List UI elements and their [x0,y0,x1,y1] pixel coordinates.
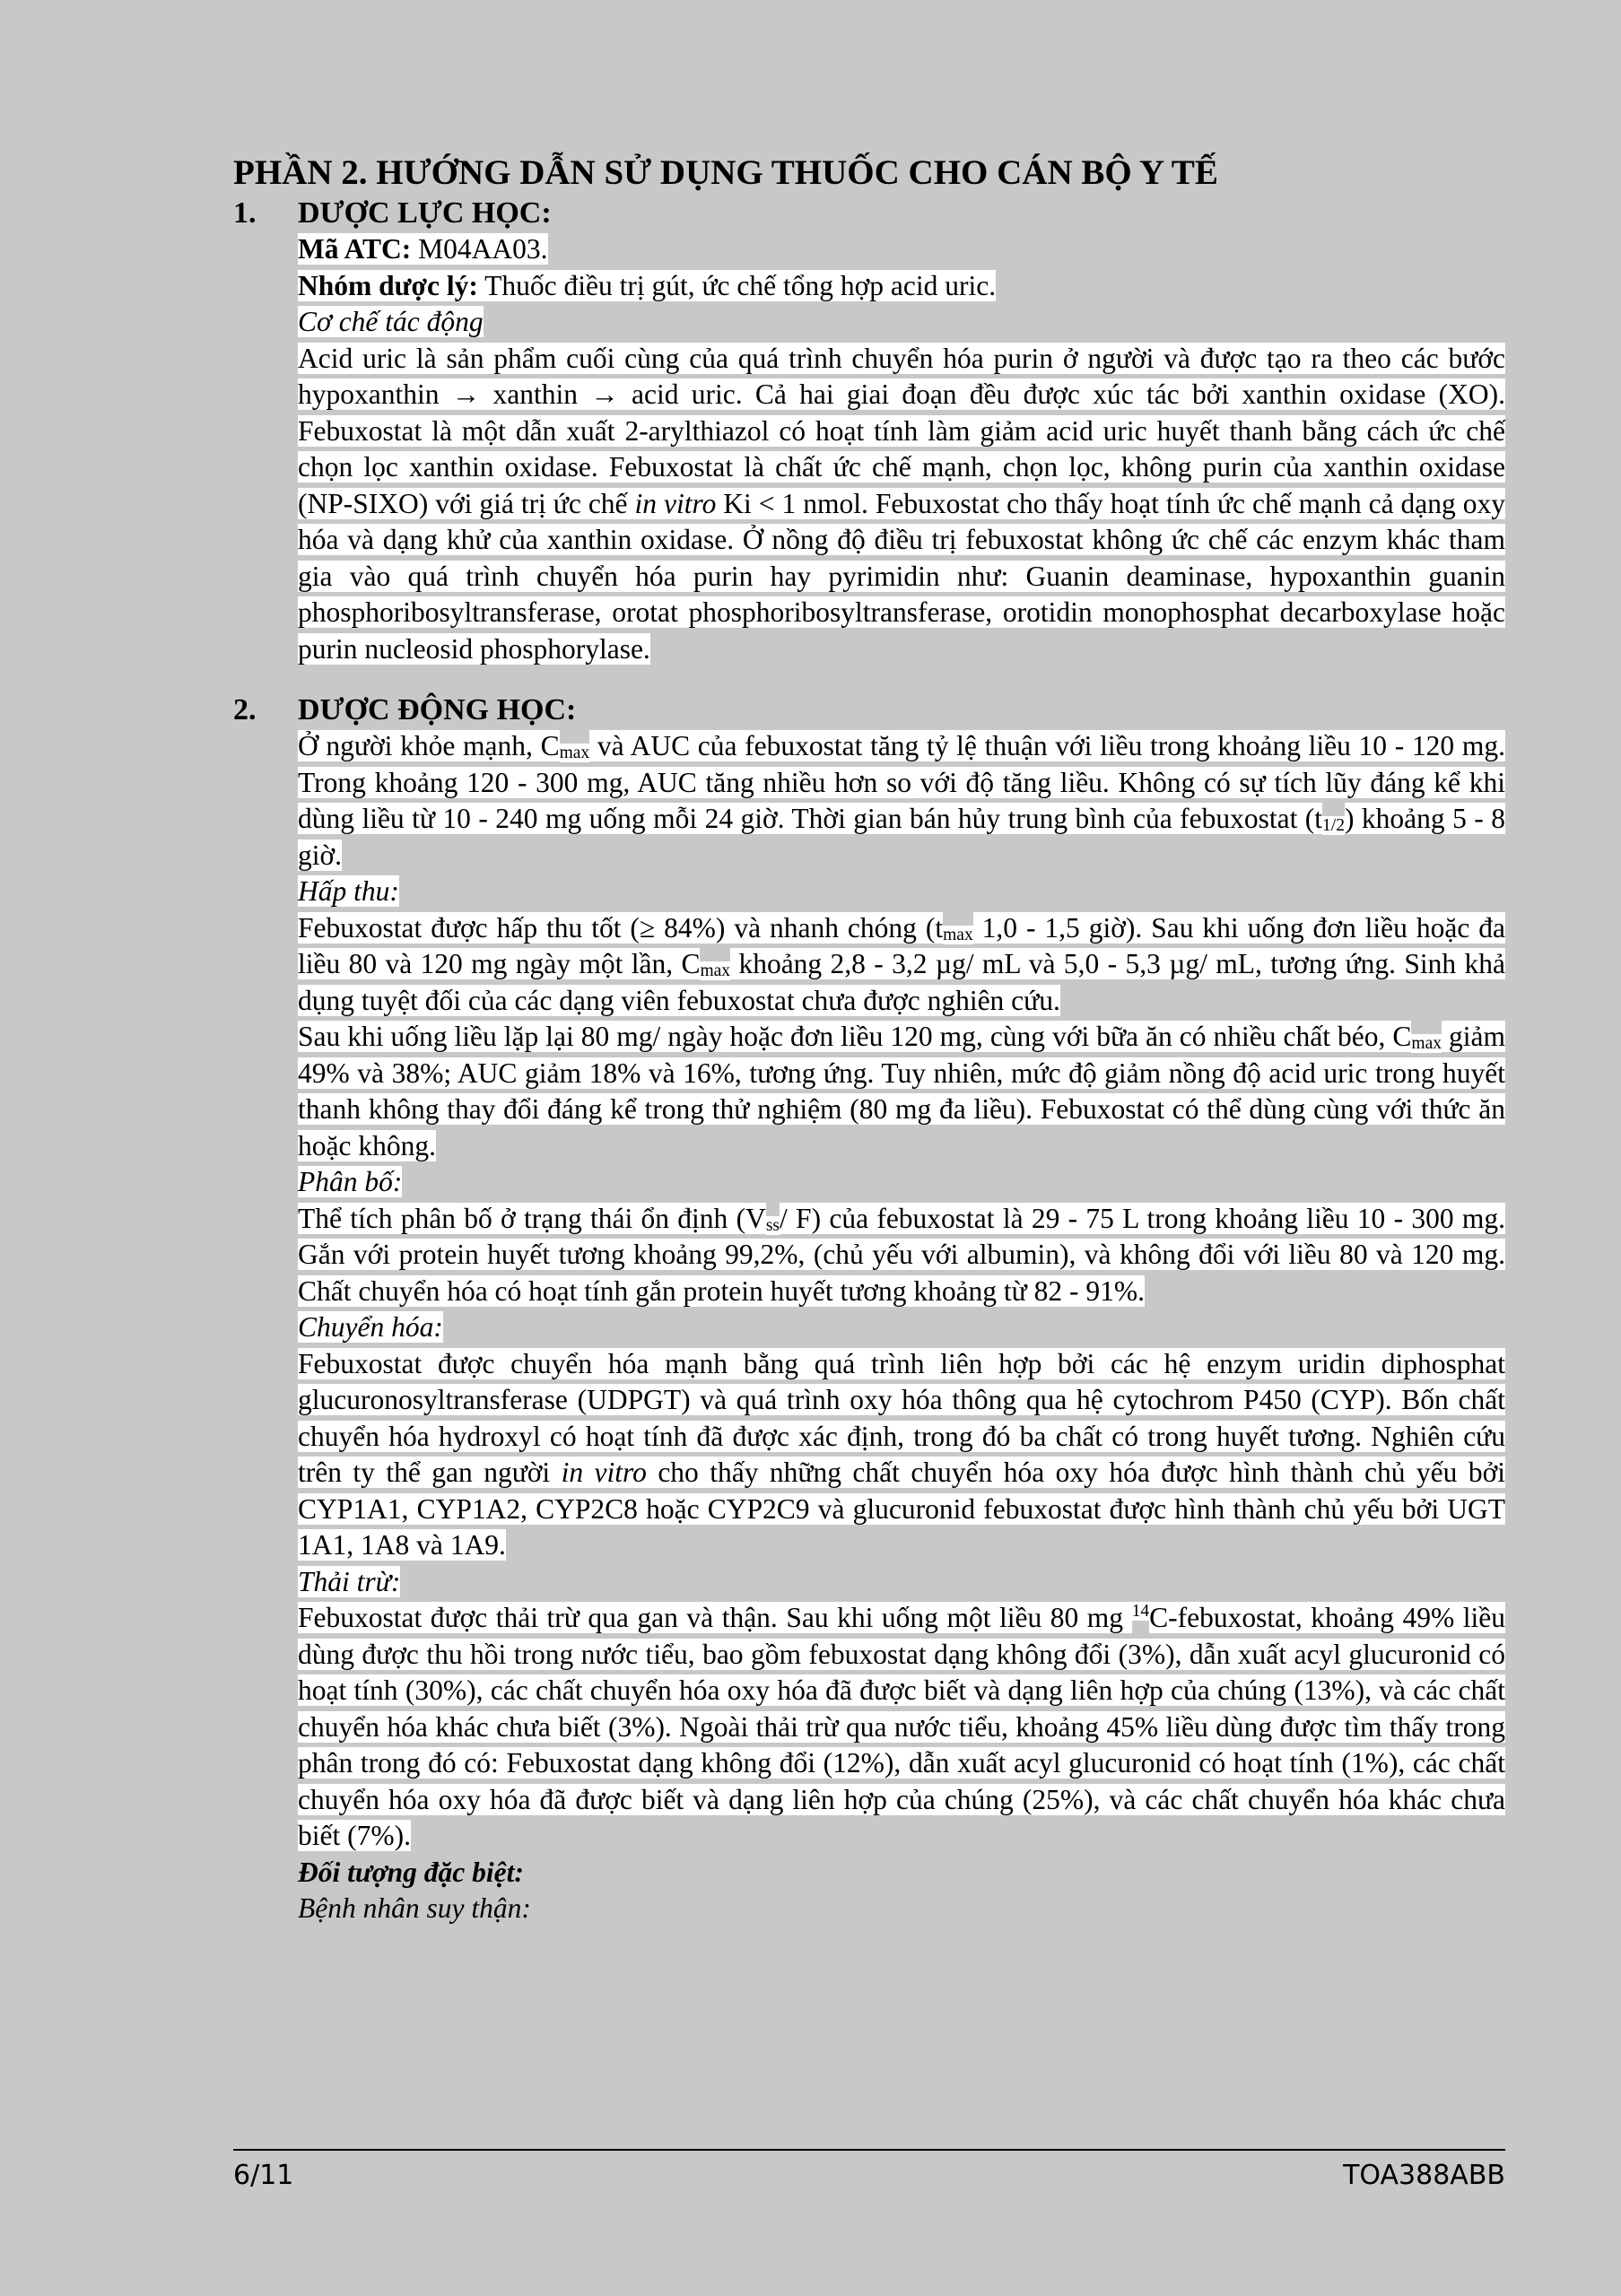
mechanism-heading: Cơ chế tác động [298,306,484,337]
absorption-heading: Hấp thu: [298,875,399,907]
footer-divider [233,2149,1505,2151]
section-2-title: DƯỢC ĐỘNG HỌC: [298,693,577,726]
section-2-body [298,728,1505,1927]
atc-line [298,231,1505,268]
pharmacokinetics-intro: Ở người khỏe mạnh, $C_{max}$ và AUC của febuxostat tăng tỷ lệ thuận với liều trong khoảng liều 10 - 120 mg. Trong khoảng 120 - 300 mg, AUC tăng nhiều hơn so với độ tăng liều. Không có sự tích lũy đáng kể khi dùng liều từ 10 - 240 mg uống mỗi 24 giờ. Thời gian bán hủy trung bình của febuxostat $(t_{1/2})$ khoảng 5 - 8 giờ. [298,730,1505,871]
pharmacologic-group-value: Thuốc điều trị gút, ức chế tổng hợp acid uric. [477,269,997,301]
mechanism-paragraph: Acid uric là sản phẩm cuối cùng của quá trình chuyển hóa purin ở người và được tạo ra theo các bước hypoxanthin → xanthin → acid uric. Cả hai giai đoạn đều được xúc tác bởi xanthin oxidase (XO). Febuxostat là một dẫn xuất 2-arylthiazol có hoạt tính làm giảm acid uric huyết thanh bằng cách ức chế chọn lọc xanthin oxidase. Febuxostat là chất ức chế mạnh, chọn lọc, không purin của xanthin oxidase (NP-SIXO) với giá trị ức chế in vitro Ki < 1 nmol. Febuxostat cho thấy hoạt tính ức chế mạnh cả dạng oxy hóa và dạng khử của xanthin oxidase. Ở nồng độ điều trị febuxostat không ức chế các enzym khác tham gia vào quá trình chuyển hóa purin hay pyrimidin như: Guanin deaminase, hypoxanthin guanin phosphoribosyltransferase, orotat phosphoribosyltransferase, orotidin monophosphat decarboxylase hoặc purin nucleosid phosphorylase. [298,342,1506,665]
absorption-paragraph-2: Sau khi uống liều lặp lại 80 mg/ ngày hoặc đơn liều 120 mg, cùng với bữa ăn có nhiều chất béo, $C_{max}$ giảm 49% và 38%; AUC giảm 18% và 16%, tương ứng. Tuy nhiên, mức độ giảm nồng độ acid uric trong huyết thanh không thay đổi đáng kể trong thử nghiệm (80 mg đa liều). Febuxostat có thể dùng cùng với thức ăn hoặc không. [298,1021,1505,1161]
atc-label: Mã ATC: [298,233,412,265]
section-1-heading [233,196,1505,231]
pharmacologic-group-label: Nhóm dược lý: [298,269,478,301]
metabolism-heading: Chuyển hóa: [298,1311,443,1343]
metabolism-paragraph: Febuxostat được chuyển hóa mạnh bằng quá trình liên hợp bởi các hệ enzym uridin diphosphat glucuronosyltransferase (UDPGT) và quá trình oxy hóa thông qua hệ cytochrom P450 (CYP). Bốn chất chuyển hóa hydroxyl có hoạt tính đã được xác định, trong đó ba chất có trong huyết tương. Nghiên cứu trên ty thể gan người in vitro cho thấy những chất chuyển hóa oxy hóa được hình thành chủ yếu bởi CYP1A1, CYP1A2, CYP2C8 hoặc CYP2C9 và glucuronid febuxostat được hình thành chủ yếu bởi UGT 1A1, 1A8 và 1A9. [298,1347,1505,1561]
absorption-paragraph-1: Febuxostat được hấp thu tốt (≥ 84%) và nhanh chóng ($t_{max}$ 1,0 - 1,5 giờ). Sau khi uống đơn liều hoặc đa liều 80 và 120 mg ngày một lần, $C_{max}$ khoảng 2,8 - 3,2 µg/ mL và 5,0 - 5,3 µg/ mL, tương ứng. Sinh khả dụng tuyệt đối của các dạng viên febuxostat chưa được nghiên cứu. [298,911,1505,1016]
atc-value: M04AA03. [411,233,548,265]
elimination-heading: Thải trừ: [298,1565,401,1597]
page-footer [233,2160,1505,2191]
page-number: 6/11 [233,2160,294,2191]
distribution-paragraph: Thể tích phân bố ở trạng thái ổn định ($V_{ss}/$ F) của febuxostat là 29 - 75 L trong khoảng liều 10 - 300 mg. Gắn với protein huyết tương khoảng 99,2%, (chủ yếu với albumin), và không đổi với liều 80 và 120 mg. Chất chuyển hóa có hoạt tính gắn protein huyết tương khoảng từ 82 - 91%. [298,1202,1506,1307]
section-1-number: 1. [233,196,257,230]
section-2-number: 2. [233,693,257,726]
page-title: PHẦN 2. HƯỚNG DẪN SỬ DỤNG THUỐC CHO CÁN BỘ Y TẾ [233,153,1218,192]
page-content [233,152,1505,1927]
section-1-title: DƯỢC LỰC HỌC: [298,196,552,230]
renal-impairment-heading: Bệnh nhân suy thận: [298,1892,531,1924]
section-1-body [298,231,1505,667]
document-code: TOA388ABB [1343,2160,1505,2191]
special-populations-heading: Đối tượng đặc biệt: [298,1856,524,1888]
section-2-heading [233,692,1505,728]
elimination-paragraph: Febuxostat được thải trừ qua gan và thận. Sau khi uống một liều 80 mg $^{14}$C-febuxostat, khoảng 49% liều dùng được thu hồi trong nước tiểu, bao gồm febuxostat dạng không đổi (3%), dẫn xuất acyl glucuronid có hoạt tính (30%), các chất chuyển hóa oxy hóa đã được biết và dạng liên hợp của chúng (13%), và các chất chuyển hóa khác chưa biết (3%). Ngoài thải trừ qua nước tiểu, khoảng 45% liều dùng được tìm thấy trong phân trong đó có: Febuxostat dạng không đổi (12%), dẫn xuất acyl glucuronid có hoạt tính (1%), các chất chuyển hóa oxy hóa đã được biết và dạng liên hợp của chúng (25%), và các chất chuyển hóa khác chưa biết (7%). [298,1602,1506,1851]
distribution-heading: Phân bố: [298,1166,403,1197]
pharmacologic-group-line [298,268,1505,305]
